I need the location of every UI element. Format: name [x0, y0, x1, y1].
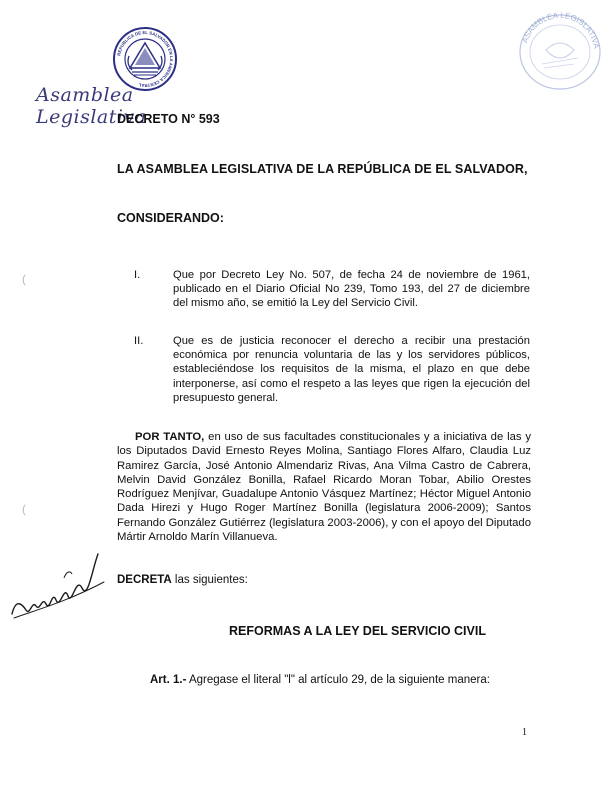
por-tanto-text: en uso de sus facultades constitucionales y a iniciativa de las y los Diputados David Ernesto Reyes Molina, Santiago Flores Alfaro, Claudia Luz Ramirez García, José Antonio Almendariz Rivas, Ana Vilma Castro de Cabrera, Melvin David González Bonilla, Rafael Ricardo Moran Tobar, Abilio Orestes Rodríguez Menjívar, Guadalupe Antonio Vásquez Martínez; Héctor Miguel Antonio Dada Hirezi y Hugo Roger Martínez Bonilla (legislatura 2006-2009); Santos Fernando González Gutiérrez (legislatura 2003-2006), y con el apoyo del Diputado Mártir Arnoldo Marín Villanueva. — [117, 431, 531, 544]
considerando-item — [134, 334, 530, 406]
assembly-logo-name: Asamblea Legislativa — [36, 84, 147, 128]
article-1-text: Agregase el literal "l" al artículo 29, de la siguiente manera: — [186, 674, 490, 686]
item-text: Que es de justicia reconocer el derecho a recibir una prestación económica por renuncia voluntaria de las y los servidores públicos, estableciéndose los requisitos de la misma, el plazo en que debe interponerse, así como el respeto a las leyes que rigen la ejecución del presupuesto general. — [173, 335, 530, 404]
assembly-title: LA ASAMBLEA LEGISLATIVA DE LA REPÚBLICA DE EL SALVADOR, — [117, 162, 528, 176]
por-tanto-lead: POR TANTO, — [135, 431, 205, 443]
decreta-line — [117, 574, 248, 586]
coat-of-arms-seal — [112, 26, 178, 92]
margin-mark: ( — [22, 502, 26, 516]
article-1 — [150, 674, 490, 686]
considerando-item — [134, 268, 530, 312]
item-number: II. — [134, 335, 144, 347]
article-1-lead: Art. 1.- — [150, 674, 187, 686]
por-tanto-paragraph — [117, 430, 531, 544]
reformas-title: REFORMAS A LA LEY DEL SERVICIO CIVIL — [229, 624, 486, 638]
considerando-heading: CONSIDERANDO: — [117, 211, 224, 225]
decreta-text: las siguientes: — [171, 574, 248, 586]
item-text: Que por Decreto Ley No. 507, de fecha 24 de noviembre de 1961, publicado en el Diario Oficial No 239, Tomo 193, del 27 de diciembre del mismo año, se emitió la Ley del Servicio Civil. — [173, 269, 530, 310]
legislative-stamp — [512, 6, 608, 90]
margin-mark: ( — [22, 272, 26, 286]
seal-ring-text: REPUBLICA DE EL SALVADOR EN LA AMERICA CENTRAL — [116, 29, 175, 89]
signature — [6, 548, 110, 624]
item-number: I. — [134, 269, 141, 281]
decreta-lead: DECRETA — [117, 574, 172, 586]
page-number: 1 — [522, 727, 527, 738]
stamp-text: ASAMBLEA LEGISLATIVA — [520, 10, 601, 50]
decree-number: DECRETO N° 593 — [117, 112, 220, 126]
